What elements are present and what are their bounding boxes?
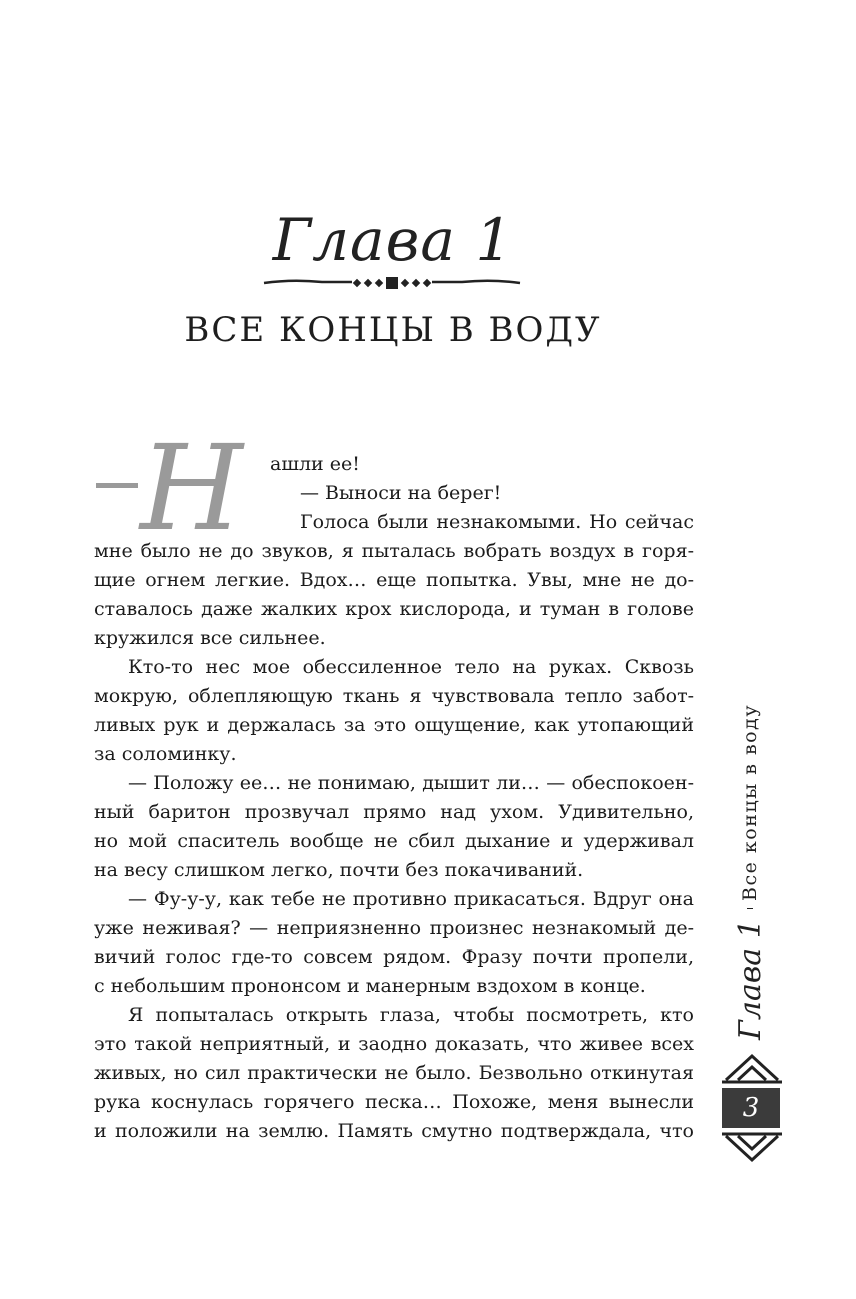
- body-text: [94, 450, 694, 1146]
- text-line: живых, но сил практически не было. Безвольно откинутая: [94, 1062, 694, 1084]
- page-number: 3: [722, 1088, 780, 1128]
- text-line: — Положу ее… не понимаю, дышит ли… — обеспокоен-: [128, 772, 694, 794]
- text-line: на весу слишком легко, почти без покачиваний.: [94, 859, 584, 881]
- running-head-title: Все концы в воду: [739, 704, 761, 901]
- text-line: — Выноси на берег!: [300, 482, 502, 504]
- text-line: мокрую, облепляющую ткань я чувствовала тепло забот-: [94, 685, 694, 707]
- running-head: [730, 704, 770, 1040]
- text-line: уже неживая? — неприязненно произнес незнакомый де-: [94, 917, 694, 939]
- text-line: — Фу-у-у, как тебе не противно прикасаться. Вдруг она: [128, 888, 694, 910]
- text-line: рука коснулась горячего песка… Похоже, меня вынесли: [94, 1091, 694, 1113]
- text-line: но мой спаситель вообще не сбил дыхание и удерживал: [94, 830, 694, 852]
- text-line: за соломинку.: [94, 743, 237, 765]
- text-line: ставалось даже жалких крох кислорода, и туман в голове: [94, 598, 694, 620]
- text-line: мне было не до звуков, я пыталась вобрать воздух в горя-: [94, 540, 694, 562]
- text-line: кружился все сильнее.: [94, 627, 326, 649]
- text-line: ливых рук и держалась за это ощущение, как утопающий: [94, 714, 694, 736]
- text-line: это такой неприятный, и заодно доказать, что живее всех: [94, 1033, 694, 1055]
- drop-cap-letter: Н: [140, 419, 243, 557]
- ornament-triangle-icon: [722, 1050, 782, 1084]
- ornament-triangle-icon: [722, 1132, 782, 1166]
- text-line: Голоса были незнакомыми. Но сейчас: [300, 511, 694, 533]
- text-line: Кто-то нес мое обессиленное тело на руках. Сквозь: [128, 656, 694, 678]
- chapter-label: Глава 1: [272, 206, 514, 274]
- text-line: Я попыталась открыть глаза, чтобы посмотреть, кто: [128, 1004, 694, 1026]
- text-line: с небольшим прононсом и манерным вздохом в конце.: [94, 975, 646, 997]
- text-line: ный баритон прозвучал прямо над ухом. Удивительно,: [94, 801, 694, 823]
- chapter-title: ВСЕ КОНЦЫ В ВОДУ: [184, 310, 602, 350]
- ornament-divider: [262, 274, 522, 292]
- text-line: щие огнем легкие. Вдох… еще попытка. Увы, мне не до-: [94, 569, 694, 591]
- text-line: и положили на землю. Память смутно подтверждала, что: [94, 1120, 694, 1142]
- running-head-label: Глава 1: [732, 919, 768, 1040]
- text-line: ашли ее!: [270, 453, 360, 475]
- text-line: вичий голос где-то совсем рядом. Фразу почти пропели,: [94, 946, 694, 968]
